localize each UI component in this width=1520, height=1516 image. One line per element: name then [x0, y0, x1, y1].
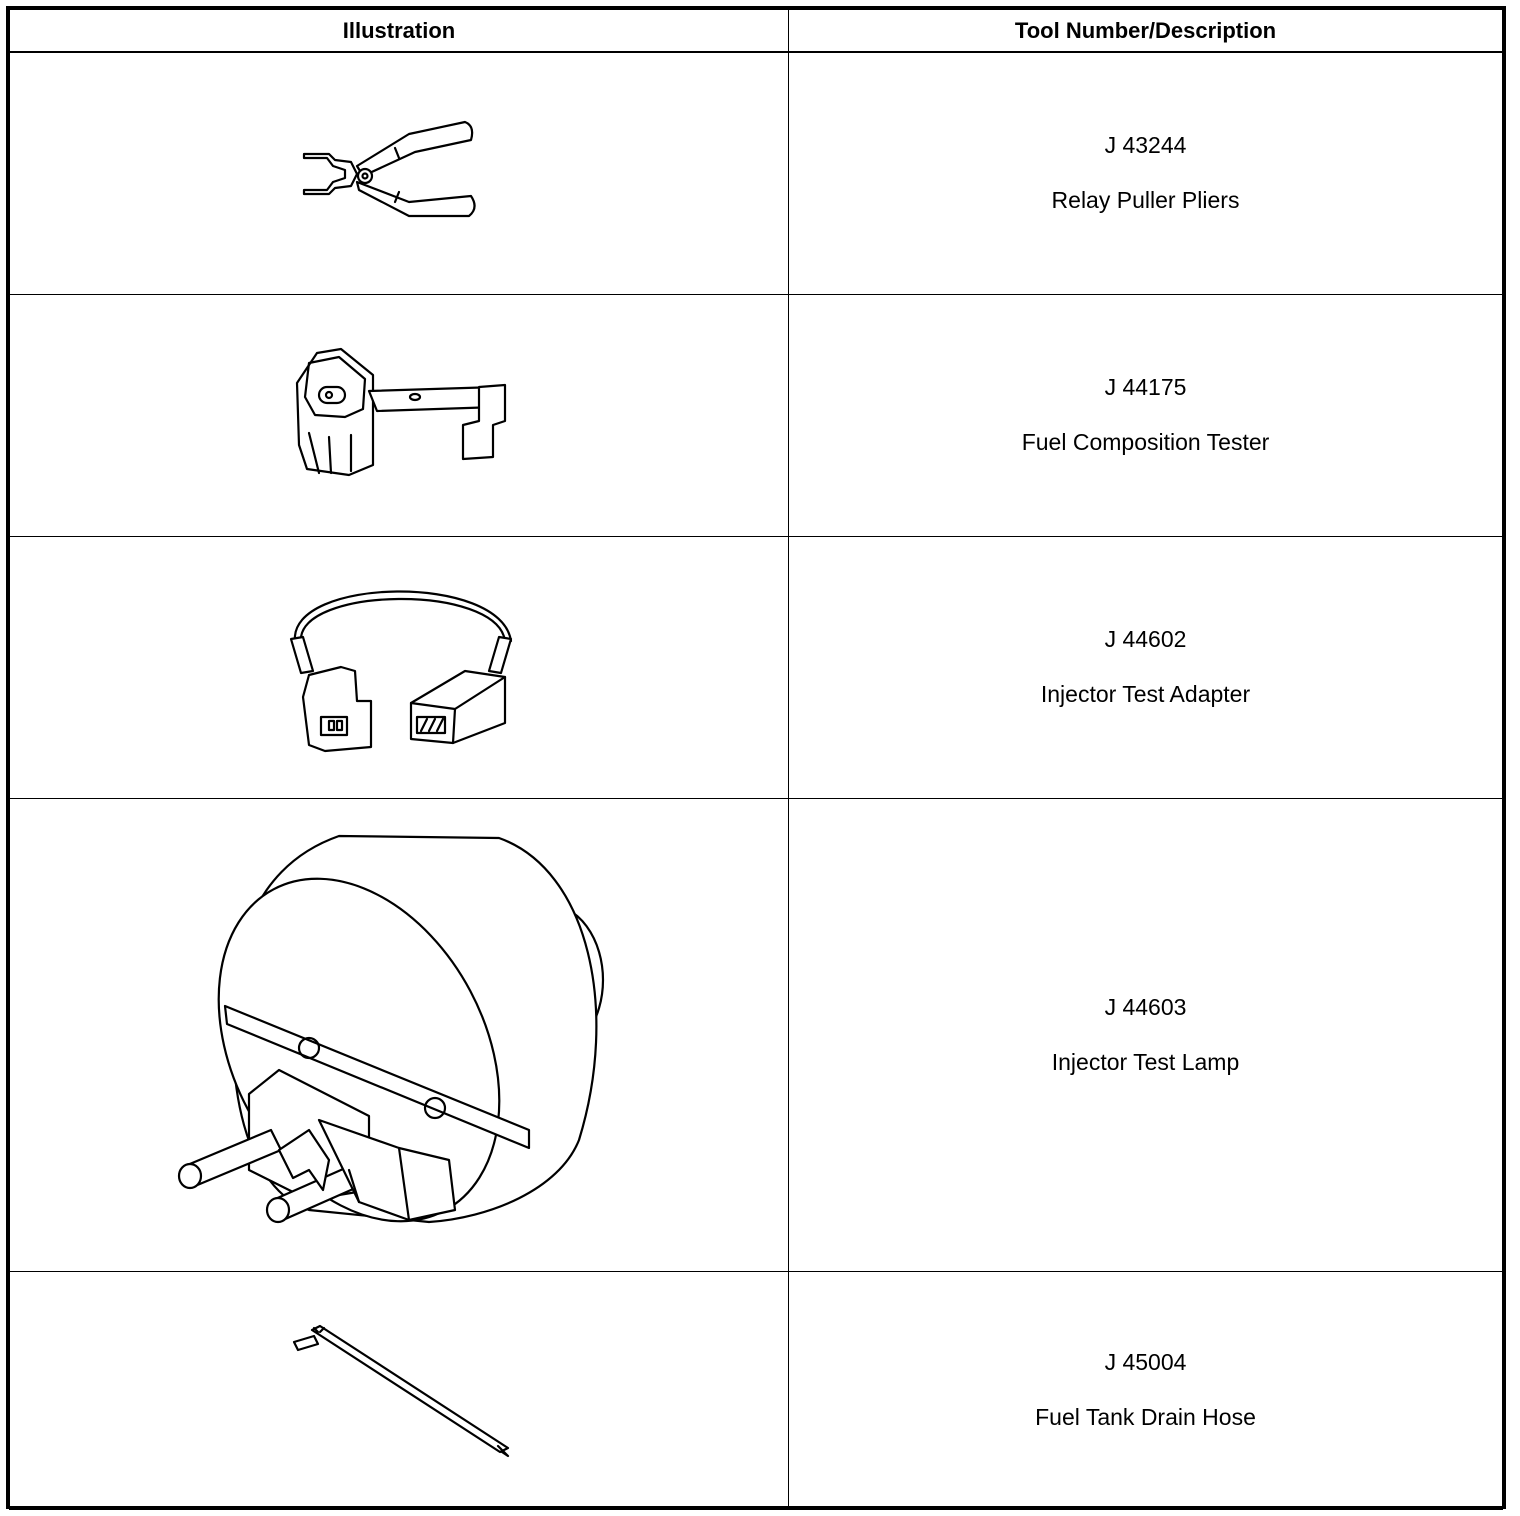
tool-number: J 44603 [1104, 993, 1187, 1020]
illustration-cell [10, 52, 789, 294]
table-row [10, 52, 1503, 294]
header-illustration: Illustration [10, 10, 789, 53]
injector-test-lamp-icon [169, 830, 629, 1240]
tool-description: Fuel Tank Drain Hose [1035, 1404, 1256, 1430]
table-row [10, 294, 1503, 536]
table-header-row [10, 10, 1503, 53]
table-row [10, 798, 1503, 1271]
tool-number: J 44175 [1104, 374, 1187, 400]
special-tools-table [9, 9, 1503, 1510]
header-tool-number-description: Tool Number/Description [789, 10, 1503, 53]
fuel-composition-tester-icon [279, 345, 519, 485]
tool-description: Fuel Composition Tester [1021, 429, 1270, 455]
table-row [10, 536, 1503, 798]
tool-description-cell [789, 294, 1503, 536]
tool-number: J 45004 [1104, 1349, 1187, 1375]
illustration-cell [10, 1271, 789, 1509]
illustration-cell [10, 798, 789, 1271]
injector-test-adapter-icon [279, 567, 519, 767]
tool-description-cell [789, 536, 1503, 798]
tool-description-cell [789, 52, 1503, 294]
fuel-tank-drain-hose-icon [284, 1320, 514, 1460]
tool-description: Injector Test Adapter [1040, 681, 1251, 707]
illustration-cell [10, 294, 789, 536]
tool-description-cell [789, 798, 1503, 1271]
tool-description: Injector Test Lamp [1051, 1048, 1240, 1075]
tool-table-frame [6, 6, 1506, 1509]
tool-description: Relay Puller Pliers [1051, 187, 1240, 214]
tool-description-cell [789, 1271, 1503, 1509]
tool-number: J 44602 [1104, 626, 1187, 652]
tool-number: J 43244 [1104, 132, 1187, 159]
relay-puller-pliers-icon [299, 118, 499, 228]
table-row [10, 1271, 1503, 1509]
illustration-cell [10, 536, 789, 798]
